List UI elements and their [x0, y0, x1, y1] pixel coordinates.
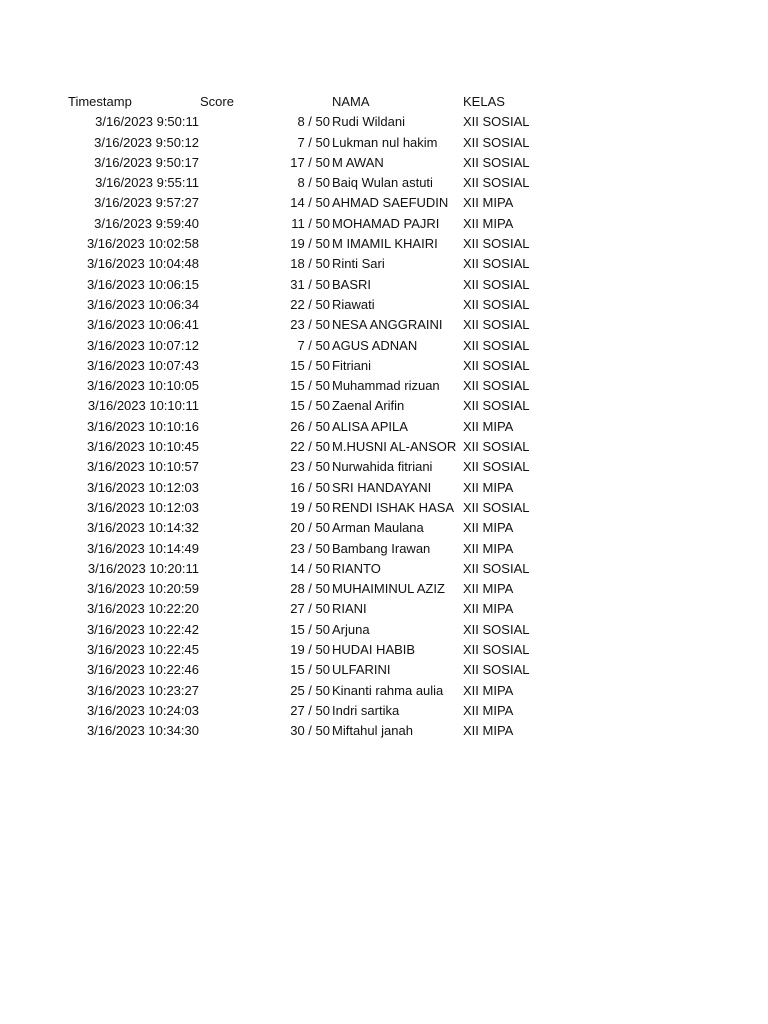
table-row [0, 417, 768, 437]
table-row [0, 153, 768, 173]
cell-score: 15 / 50 [290, 621, 330, 637]
cell-nama: M.HUSNI AL-ANSOR [332, 439, 457, 455]
cell-score: 19 / 50 [290, 499, 330, 515]
cell-timestamp: 3/16/2023 9:55:11 [95, 175, 199, 191]
cell-score: 22 / 50 [290, 439, 330, 455]
table-row [0, 457, 768, 477]
table-row [0, 599, 768, 619]
table-row [0, 193, 768, 213]
cell-score: 27 / 50 [290, 601, 330, 617]
table-row [0, 539, 768, 559]
header-score: Score [200, 94, 234, 109]
cell-nama: AGUS ADNAN [332, 337, 418, 353]
cell-timestamp: 3/16/2023 9:50:17 [94, 154, 199, 170]
cell-nama: MOHAMAD PAJRI [332, 215, 440, 231]
cell-timestamp: 3/16/2023 9:59:40 [94, 215, 199, 231]
table-row [0, 559, 768, 579]
cell-score: 15 / 50 [290, 398, 330, 414]
cell-timestamp: 3/16/2023 10:22:42 [86, 621, 199, 637]
cell-nama: M IMAMIL KHAIRI [332, 236, 438, 252]
table-row [0, 396, 768, 416]
cell-timestamp: 3/16/2023 10:22:45 [86, 642, 199, 658]
cell-score: 7 / 50 [297, 134, 330, 150]
cell-nama: Bambang Irawan [332, 540, 431, 556]
cell-kelas: XII MIPA [463, 520, 514, 536]
cell-nama: RIANI [332, 601, 367, 617]
cell-nama: Arman Maulana [332, 520, 424, 536]
cell-timestamp: 3/16/2023 9:50:12 [94, 134, 199, 150]
cell-kelas: XII SOSIAL [463, 662, 530, 678]
table-header-row [0, 92, 768, 112]
cell-score: 7 / 50 [297, 337, 330, 353]
cell-kelas: XII MIPA [463, 479, 514, 495]
cell-nama: Fitriani [332, 357, 372, 373]
cell-kelas: XII SOSIAL [463, 296, 530, 312]
cell-timestamp: 3/16/2023 10:06:34 [86, 296, 199, 312]
cell-kelas: XII MIPA [463, 581, 514, 597]
cell-kelas: XII SOSIAL [463, 276, 530, 292]
cell-kelas: XII SOSIAL [463, 439, 530, 455]
table-row [0, 173, 768, 193]
table-row [0, 437, 768, 457]
cell-score: 19 / 50 [290, 236, 330, 252]
table-row [0, 701, 768, 721]
cell-nama: Indri sartika [332, 702, 400, 718]
cell-score: 15 / 50 [290, 357, 330, 373]
cell-kelas: XII MIPA [463, 702, 514, 718]
cell-timestamp: 3/16/2023 9:50:11 [95, 114, 199, 130]
cell-score: 23 / 50 [290, 459, 330, 475]
cell-nama: BASRI [332, 276, 372, 292]
cell-score: 23 / 50 [290, 540, 330, 556]
cell-timestamp: 3/16/2023 10:14:49 [86, 540, 199, 556]
cell-timestamp: 3/16/2023 10:20:59 [86, 581, 199, 597]
cell-kelas: XII SOSIAL [463, 256, 530, 272]
cell-timestamp: 3/16/2023 10:10:45 [86, 439, 199, 455]
cell-nama: RIANTO [332, 560, 381, 576]
cell-timestamp: 3/16/2023 10:10:57 [86, 459, 199, 475]
table-row [0, 356, 768, 376]
score-table [0, 92, 768, 742]
cell-score: 20 / 50 [290, 520, 330, 536]
cell-nama: ULFARINI [332, 662, 391, 678]
cell-timestamp: 3/16/2023 9:57:27 [94, 195, 199, 211]
cell-nama: HUDAI HABIB [332, 642, 416, 658]
cell-timestamp: 3/16/2023 10:02:58 [86, 236, 199, 252]
cell-nama: Miftahul janah [332, 723, 413, 739]
cell-kelas: XII SOSIAL [463, 134, 530, 150]
cell-timestamp: 3/16/2023 10:07:43 [86, 357, 199, 373]
cell-nama: Nurwahida fitriani [332, 459, 433, 475]
cell-timestamp: 3/16/2023 10:20:11 [87, 560, 199, 576]
cell-score: 27 / 50 [290, 702, 330, 718]
cell-nama: SRI HANDAYANI [332, 479, 432, 495]
cell-nama: Baiq Wulan astuti [332, 175, 433, 191]
header-nama: NAMA [332, 94, 370, 109]
table-row [0, 579, 768, 599]
cell-kelas: XII MIPA [463, 195, 514, 211]
table-row [0, 721, 768, 741]
cell-score: 11 / 50 [291, 215, 330, 231]
cell-kelas: XII MIPA [463, 601, 514, 617]
cell-score: 23 / 50 [290, 317, 330, 333]
cell-timestamp: 3/16/2023 10:22:46 [86, 662, 199, 678]
cell-score: 16 / 50 [290, 479, 330, 495]
table-row [0, 112, 768, 132]
cell-score: 31 / 50 [290, 276, 330, 292]
cell-timestamp: 3/16/2023 10:12:03 [86, 479, 199, 495]
cell-timestamp: 3/16/2023 10:22:20 [86, 601, 199, 617]
table-row [0, 681, 768, 701]
cell-score: 30 / 50 [290, 723, 330, 739]
table-row [0, 295, 768, 315]
cell-kelas: XII SOSIAL [463, 337, 530, 353]
cell-nama: Rinti Sari [332, 256, 385, 272]
cell-score: 14 / 50 [290, 195, 330, 211]
cell-kelas: XII SOSIAL [463, 621, 530, 637]
table-row [0, 376, 768, 396]
table-row [0, 214, 768, 234]
cell-timestamp: 3/16/2023 10:23:27 [86, 682, 199, 698]
cell-score: 28 / 50 [290, 581, 330, 597]
header-kelas: KELAS [463, 94, 505, 109]
cell-timestamp: 3/16/2023 10:04:48 [86, 256, 199, 272]
cell-nama: AHMAD SAEFUDIN [332, 195, 449, 211]
cell-timestamp: 3/16/2023 10:10:05 [86, 378, 199, 394]
cell-nama: Rudi Wildani [332, 114, 405, 130]
cell-nama: M AWAN [332, 154, 384, 170]
cell-kelas: XII SOSIAL [463, 154, 530, 170]
cell-score: 17 / 50 [290, 154, 330, 170]
cell-timestamp: 3/16/2023 10:06:41 [86, 317, 199, 333]
cell-kelas: XII MIPA [463, 215, 514, 231]
cell-nama: ALISA APILA [332, 418, 408, 434]
cell-kelas: XII SOSIAL [463, 114, 530, 130]
cell-score: 8 / 50 [297, 175, 330, 191]
cell-kelas: XII SOSIAL [463, 499, 530, 515]
cell-score: 15 / 50 [290, 662, 330, 678]
cell-kelas: XII SOSIAL [463, 357, 530, 373]
cell-kelas: XII MIPA [463, 723, 514, 739]
header-timestamp: Timestamp [68, 94, 132, 109]
cell-score: 22 / 50 [290, 296, 330, 312]
cell-nama: Arjuna [332, 621, 370, 637]
cell-nama: Kinanti rahma aulia [332, 682, 444, 698]
cell-timestamp: 3/16/2023 10:34:30 [86, 723, 199, 739]
cell-timestamp: 3/16/2023 10:14:32 [86, 520, 199, 536]
cell-score: 14 / 50 [290, 560, 330, 576]
table-row [0, 620, 768, 640]
cell-score: 25 / 50 [290, 682, 330, 698]
cell-kelas: XII SOSIAL [463, 175, 530, 191]
cell-timestamp: 3/16/2023 10:24:03 [86, 702, 199, 718]
cell-score: 19 / 50 [290, 642, 330, 658]
cell-kelas: XII SOSIAL [463, 378, 530, 394]
cell-score: 15 / 50 [290, 378, 330, 394]
cell-kelas: XII SOSIAL [463, 642, 530, 658]
cell-nama: Riawati [332, 296, 375, 312]
cell-kelas: XII SOSIAL [463, 236, 530, 252]
cell-score: 18 / 50 [290, 256, 330, 272]
table-row [0, 234, 768, 254]
cell-kelas: XII SOSIAL [463, 398, 530, 414]
cell-score: 26 / 50 [290, 418, 330, 434]
table-row [0, 660, 768, 680]
table-row [0, 254, 768, 274]
cell-timestamp: 3/16/2023 10:10:16 [86, 418, 199, 434]
cell-kelas: XII SOSIAL [463, 459, 530, 475]
cell-kelas: XII SOSIAL [463, 317, 530, 333]
cell-timestamp: 3/16/2023 10:06:15 [86, 276, 199, 292]
cell-nama: MUHAIMINUL AZIZ [332, 581, 445, 597]
cell-timestamp: 3/16/2023 10:07:12 [86, 337, 199, 353]
table-row [0, 478, 768, 498]
cell-nama: Zaenal Arifin [332, 398, 405, 414]
cell-nama: Lukman nul hakim [332, 134, 438, 150]
cell-nama: Muhammad rizuan [332, 378, 440, 394]
cell-score: 8 / 50 [297, 114, 330, 130]
cell-kelas: XII MIPA [463, 540, 514, 556]
table-row [0, 518, 768, 538]
table-row [0, 498, 768, 518]
cell-kelas: XII MIPA [463, 418, 514, 434]
table-row [0, 275, 768, 295]
table-row [0, 640, 768, 660]
cell-nama: RENDI ISHAK HASA [332, 499, 455, 515]
table-row [0, 133, 768, 153]
cell-timestamp: 3/16/2023 10:10:11 [87, 398, 199, 414]
cell-kelas: XII SOSIAL [463, 560, 530, 576]
table-row [0, 336, 768, 356]
cell-nama: NESA ANGGRAINI [332, 317, 443, 333]
cell-timestamp: 3/16/2023 10:12:03 [86, 499, 199, 515]
cell-kelas: XII MIPA [463, 682, 514, 698]
table-body [0, 112, 768, 741]
table-row [0, 315, 768, 335]
